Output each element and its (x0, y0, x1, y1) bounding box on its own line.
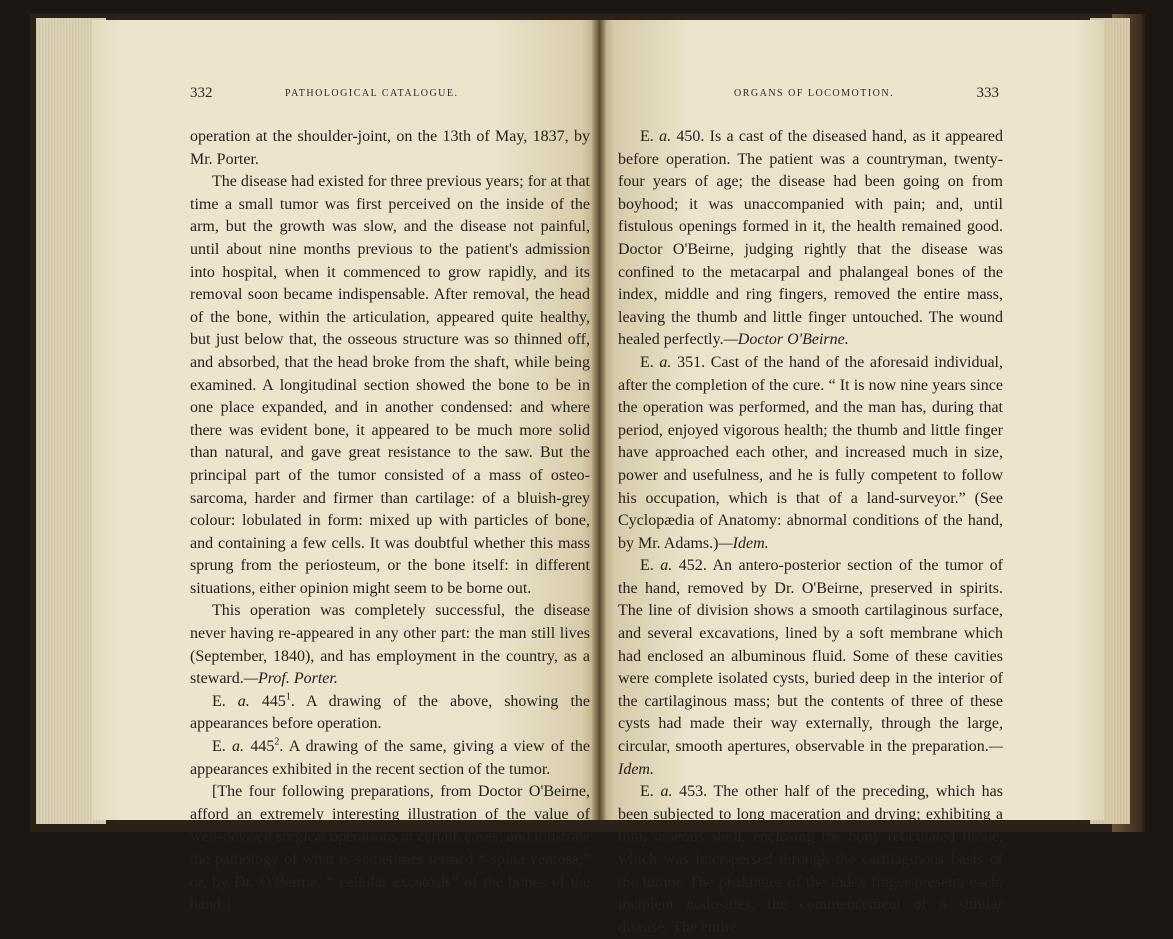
paragraph: E. a. 450. Is a cast of the diseased hand, as it appeared before operation. The patient was a countryman, twenty-four years of age; the disease had been going on from boyhood; it was unaccompanied with pain; and, until fistulous openings formed in it, the health remained good. Doctor O'Beirne, judging rightly that the disease was confined to the metacarpal and phalangeal bones of the index, middle and ring fingers, removed the entire mass, leaving the thumb and little finger untouched. The wound healed perfectly.—Doctor O'Beirne. (618, 128, 1003, 349)
left-running-head: PATHOLOGICAL CATALOGUE. (285, 88, 459, 99)
paragraph: [The four following preparations, from Doctor O'Beirne, afford an extremely interesting illustration of the value of well-devised surgical operations in certain cases; and illustrate the pathology of what is sometimes termed “ spina ventosa,” or, by Dr. O'Beirne, “ cellular exostosis” of the bones of the hand.] (190, 783, 591, 914)
left-page-body (190, 126, 590, 917)
right-page (599, 20, 1104, 936)
paragraph: The disease had existed for three previous years; for at that time a small tumor was first perceived on the inside of the arm, but the growth was slow, and the disease not painful, until about nine months previous to the patient's admission into hospital, when it commenced to grow rapidly, and its removal soon became indispensable. After removal, the head of the bone, within the articulation, appeared quite healthy, but just below that, the osseous structure was so thinned off, and absorbed, that the head broke from the shaft, while being examined. A longitudinal section showed the bone to be in one place expanded, and in another condensed: and where there was evident bone, it appeared to be much more solid than natural, and gave great resistance to the saw. But the principal part of the tumor consisted of a mass of osteo-sarcoma, harder and firmer than cartilage: of a bluish-grey colour: lobulated in form: mixed up with particles of bone, and containing a few cells. It was doubtful whether this mass sprung from the periosteum, or the bone itself: in different situations, either opinion might seem to be borne out. (190, 173, 590, 597)
paragraph: E. a. 452. An antero-posterior section of the tumor of the hand, removed by Dr. O'Beirne, preserved in spirits. The line of division shows a smooth cartilaginous surface, and several excavations, lined by a soft membrane which had enclosed an albuminous fluid. Some of these cavities were complete isolated cysts, buried deep in the interior of the cartilaginous mass; but the contents of three of these cysts had made their way externally, through the large, circular, smooth apertures, observable in the preparation.—Idem. (618, 557, 1004, 778)
paragraph: E. a. 453. The other half of the preceding, which has been subjected to long maceration and drying; exhibiting a thin, osseous shell, enclosing the bony reticulated tissue, which was interspersed through the cartilaginous basis of the tumor. The phalanges of the index finger present, each, incipient nodosities, the commencement of a similar disease. The entire (618, 783, 1004, 936)
right-page-body (618, 126, 1003, 939)
paragraph: E. a. $445^1$. A drawing of the above, showing the appearances before operation. (190, 691, 590, 733)
right-page-number: 333 (976, 85, 999, 101)
paragraph: operation at the shoulder-joint, on the 13th of May, 1837, by Mr. Porter. (190, 128, 590, 168)
paragraph: E. a. 351. Cast of the hand of the aforesaid individual, after the completion of the cure. “ It is now nine years since the operation was performed, and the man has, during that period, enjoyed vigorous health; the thumb and little finger have approached each other, and increased much in size, power and usefulness, and he is fully competent to follow his occupation, which is that of a land-surveyor.” (See Cyclopædia of Anatomy: abnormal conditions of the hand, by Mr. Adams.)—Idem. (618, 353, 1003, 552)
left-page-number: 332 (190, 85, 213, 101)
left-page-header (190, 85, 590, 110)
left-page (92, 20, 597, 914)
right-page-header (609, 85, 999, 110)
paragraph: This operation was completely successful, the disease never having re-appeared in any other part: the man still lives (September, 1840), and has employment in the country, as a steward.—Prof. Porter. (190, 602, 590, 688)
book-gutter (592, 20, 606, 820)
paragraph: E. a. $445^2$. A drawing of the same, giving a view of the appearances exhibited in the recent section of the tumor. (190, 736, 590, 778)
right-running-head: ORGANS OF LOCOMOTION. (734, 88, 895, 99)
